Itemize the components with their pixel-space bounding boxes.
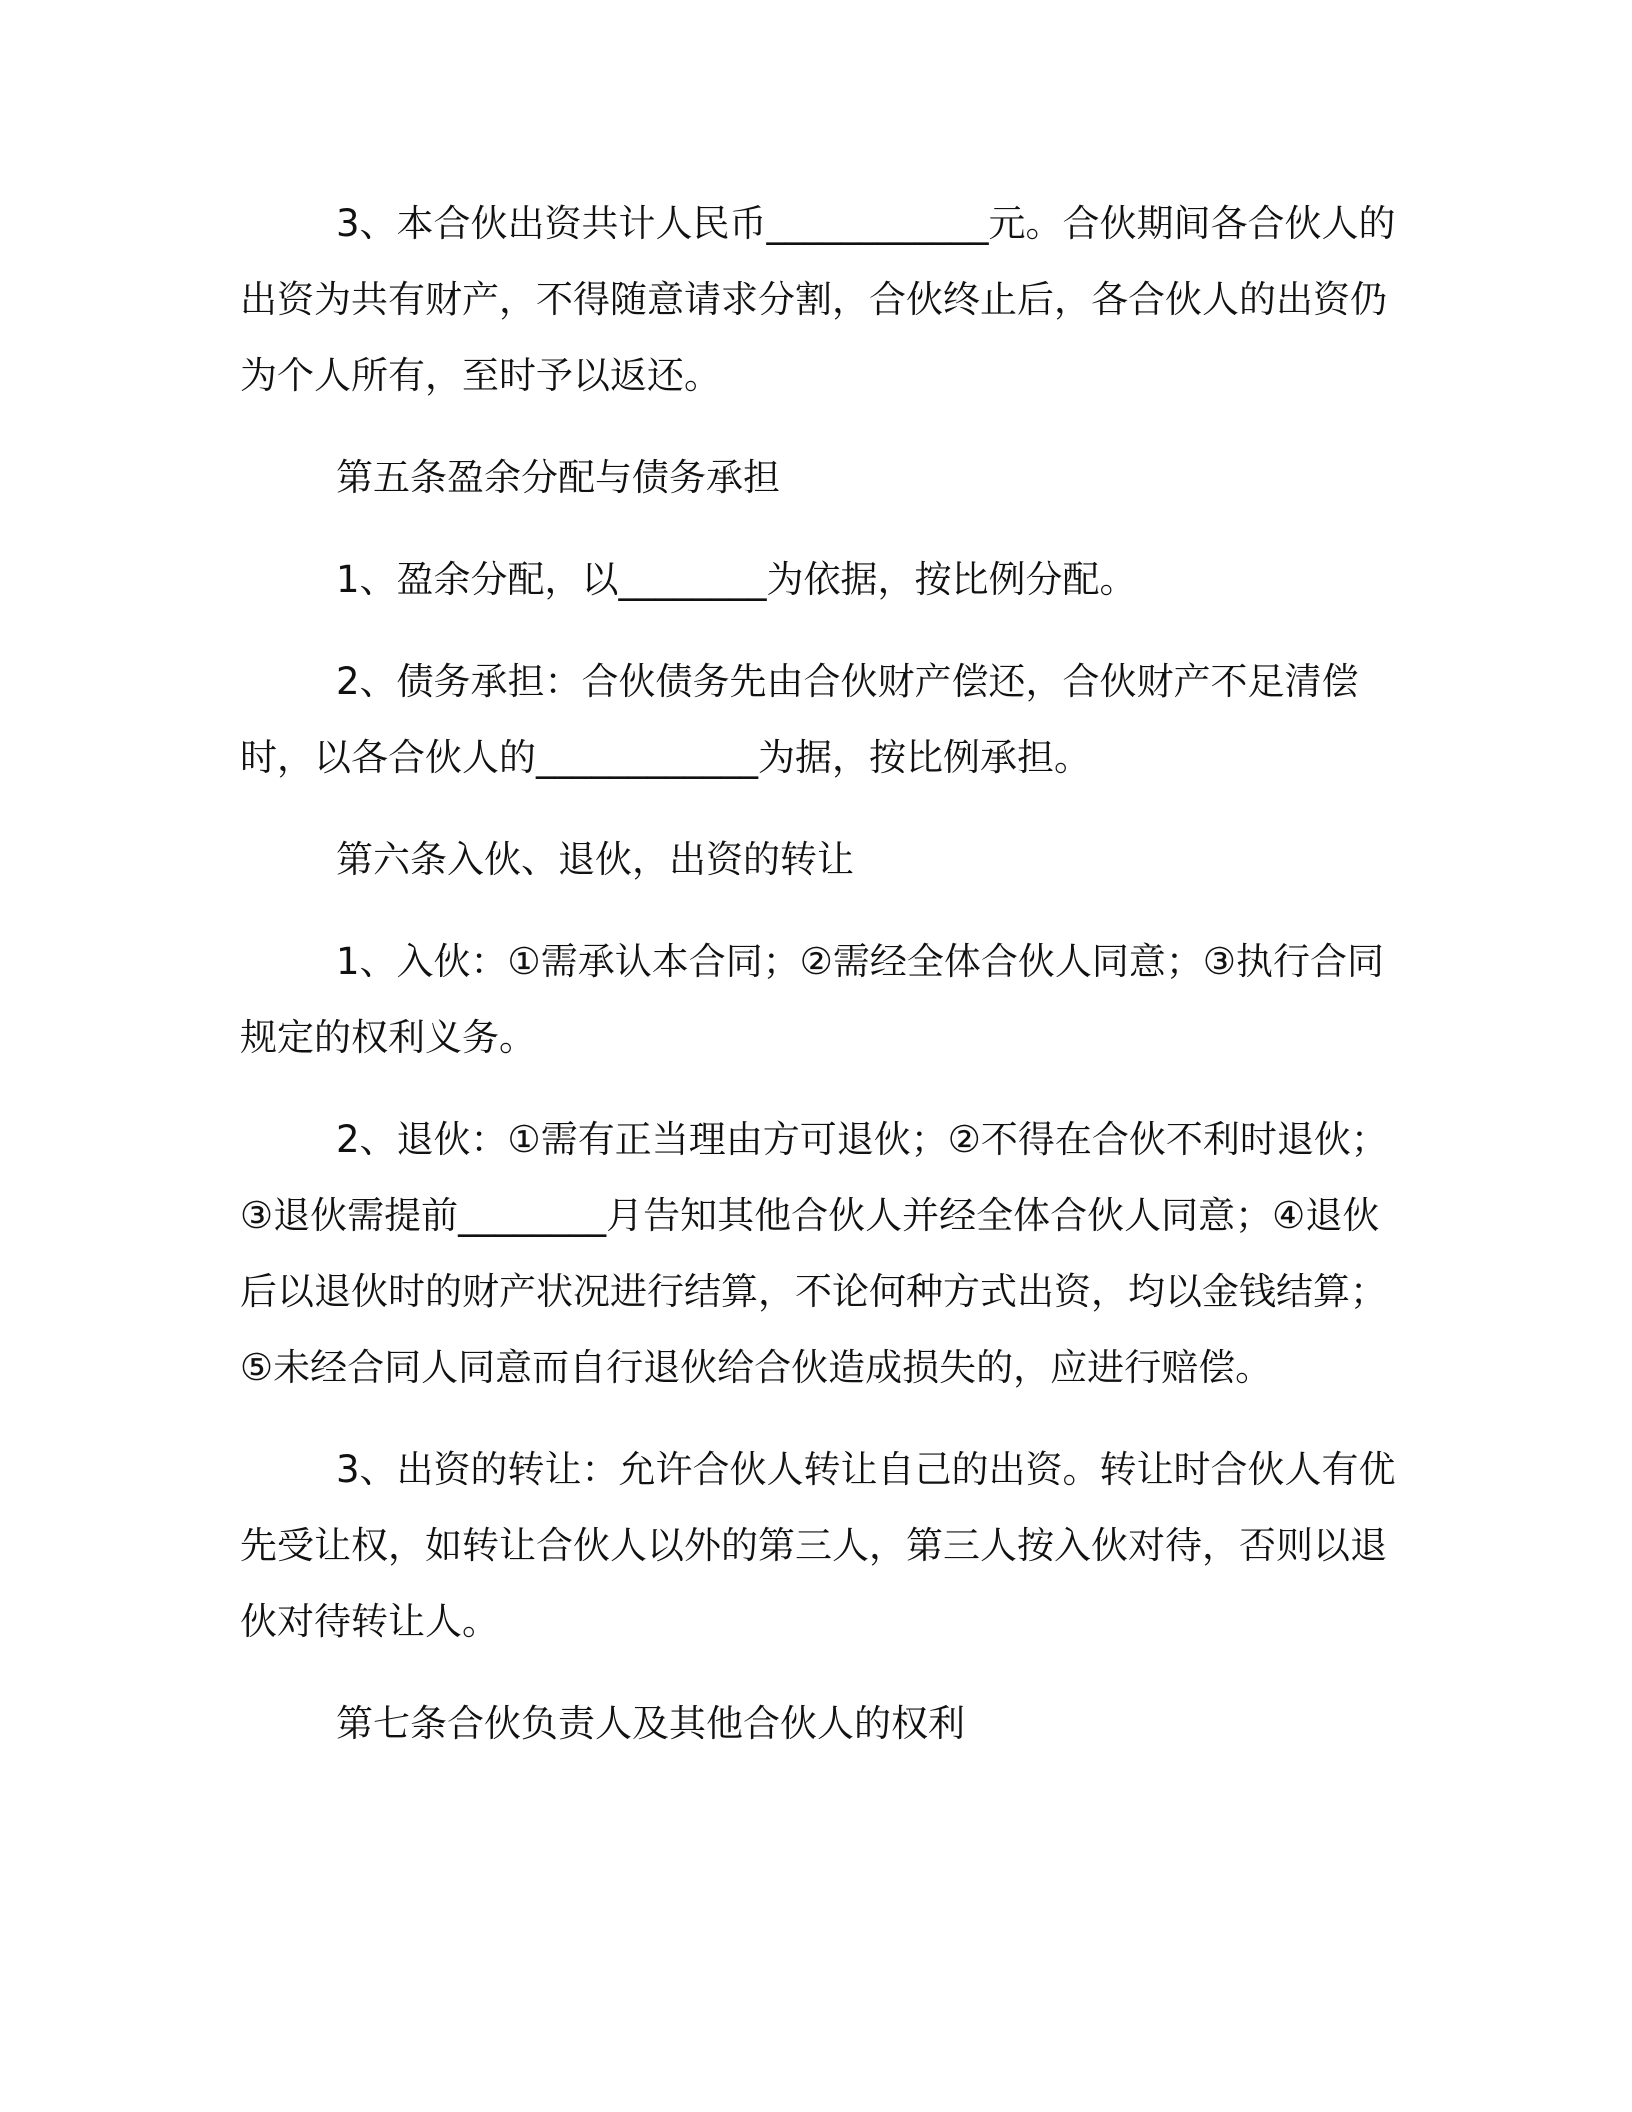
article-6-item-1: 1、入伙：①需承认本合同；②需经全体合伙人同意；③执行合同规定的权利义务。 [240,940,1385,1059]
article-6-heading: 第六条入伙、退伙，出资的转让 [336,838,854,881]
article-5-item-1: 1、盈余分配，以________为依据，按比例分配。 [336,558,1137,601]
article-5-item-2: 2、债务承担：合伙债务先由合伙财产偿还，合伙财产不足清偿时，以各合伙人的____________为据，按比例承担。 [240,660,1359,779]
article-6-item-2: 2、退伙：①需有正当理由方可退伙；②不得在合伙不利时退伙；③退伙需提前________月告知其他合伙人并经全体合伙人同意；④退伙后以退伙时的财产状况进行结算，不论何种方式出资，均以金钱结算；⑤未经合同人同意而自行退伙给合伙造成损失的，应进行赔偿。 [240,1118,1388,1389]
clause-4-item-3: 3、本合伙出资共计人民币____________元。合伙期间各合伙人的出资为共有财产，不得随意请求分割，合伙终止后，各合伙人的出资仍为个人所有，至时予以返还。 [240,202,1396,397]
document-page [240,186,1410,1788]
article-5-heading: 第五条盈余分配与债务承担 [336,456,780,499]
article-6-item-3: 3、出资的转让：允许合伙人转让自己的出资。转让时合伙人有优先受让权，如转让合伙人以外的第三人，第三人按入伙对待，否则以退伙对待转让人。 [240,1448,1396,1643]
article-7-heading: 第七条合伙负责人及其他合伙人的权利 [336,1702,965,1745]
